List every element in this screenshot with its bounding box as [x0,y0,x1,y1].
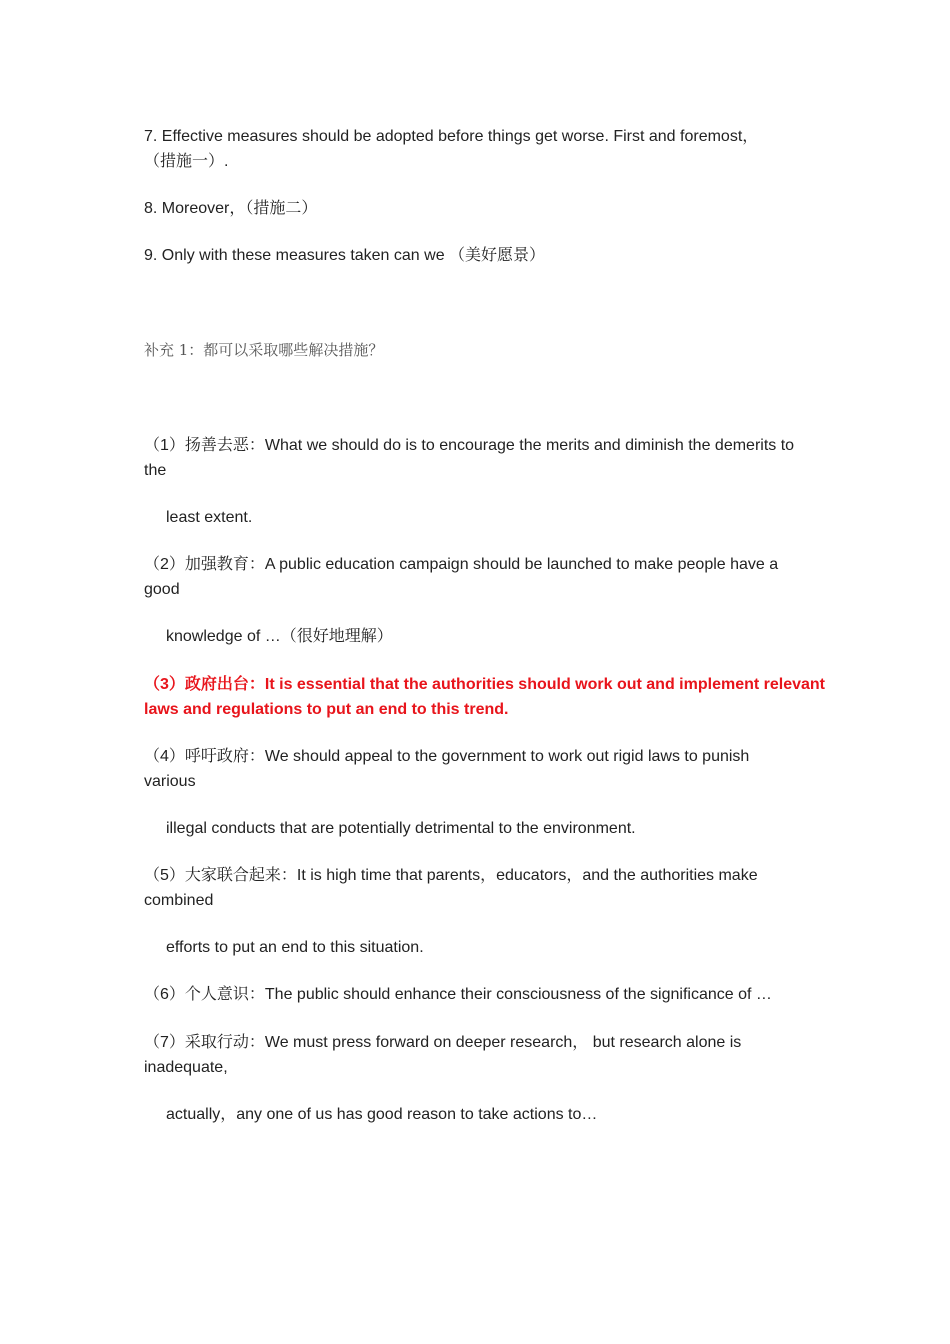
solution-3-line-2: laws and regulations to put an end to this trend. [144,701,509,718]
solution-5-line-1: （5）大家联合起来：It is high time that parents，educators，and the authorities make [144,867,758,884]
solution-4-line-3: illegal conducts that are potentially detrimental to the environment. [166,820,636,837]
step-8: 8. Moreover，（措施二） [144,200,318,217]
solution-5-line-2: combined [144,892,214,909]
solution-6-line-1: （6）个人意识：The public should enhance their consciousness of the significance of … [144,986,772,1003]
solution-2-line-1: （2）加强教育：A public education campaign should be launched to make people have a [144,556,779,573]
step-7-line-1: 7. Effective measures should be adopted before things get worse. First and foremost， [144,128,759,145]
step-7-line-2: （措施一）. [144,153,229,170]
solution-1-line-3: least extent. [166,509,253,526]
solution-7-line-2: inadequate, [144,1059,228,1076]
solution-4-line-1: （4）呼吁政府：We should appeal to the government to work out rigid laws to punish [144,748,750,765]
solution-7-line-3: actually，any one of us has good reason to take actions to… [166,1106,598,1123]
solution-1-line-1: （1）扬善去恶：What we should do is to encourage the merits and diminish the demerits to [144,437,795,454]
step-9: 9. Only with these measures taken can we （美好愿景） [144,247,546,264]
solution-3-line-1: （3）政府出台：It is essential that the authorities should work out and implement relevant [144,676,826,693]
solution-5-line-3: efforts to put an end to this situation. [166,939,424,956]
solution-4-line-2: various [144,773,196,790]
solution-2-line-2: good [144,581,180,598]
solution-1-line-2: the [144,462,167,479]
supplement-heading: 补充 1：都可以采取哪些解决措施？ [144,341,384,359]
solution-2-line-3: knowledge of …（很好地理解） [166,628,393,645]
solution-7-line-1: （7）采取行动：We must press forward on deeper research， but research alone is [144,1034,742,1051]
